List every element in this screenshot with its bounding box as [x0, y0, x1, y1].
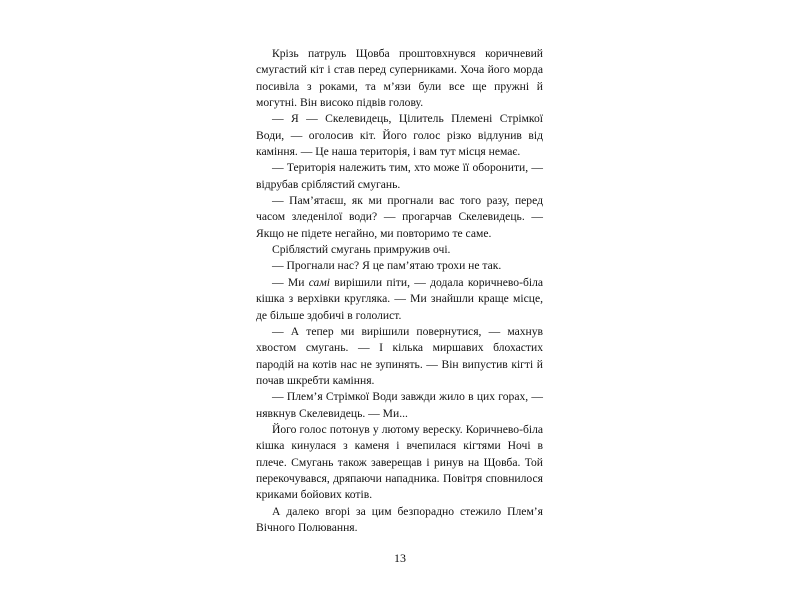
paragraph-11: А далеко вгорі за цим безпорадно стежило Плем’я Вічного Полювання.: [256, 504, 543, 534]
paragraph-6: — Прогнали нас? Я це пам’ятаю трохи не так.: [272, 259, 502, 273]
paragraph-5: Сріблястий смугань примружив очі.: [272, 243, 451, 257]
paragraph-10: Його голос потонув у лютому вереску. Коричнево-біла кішка кинулася з каменя і вчепилася кігтями Ночі в плече. Смугань також заверещав і ринув на Щовба. Той перекочувався, дряпаючи нападника. Повітря сповнилося криками бойових котів.: [256, 422, 543, 502]
paragraph-2: — Я — Скелевидець, Цілитель Племені Стрімкої Води, — оголосив кіт. Його голос різко відлунив від каміння. — Це наша територія, і вам тут місця немає.: [256, 112, 543, 159]
book-page-text: [256, 46, 543, 536]
paragraph-7: — Ми самі вирішили піти, — додала коричнево-біла кішка з верхівки кругляка. — Ми знайшли краще місце, де більше здобичі в гололист.: [256, 275, 543, 322]
paragraph-8: — А тепер ми вирішили повернутися, — махнув хвостом смугань. — І кілька миршавих блохастих пародій на котів нас не зупинять. — Він випустив кігті й почав шкребти каміння.: [256, 324, 543, 387]
paragraph-1: Крізь патруль Щовба проштовхнувся коричневий смугастий кіт і став перед суперниками. Хоча його морда посивіла з роками, та м’язи були все ще пружні й могутні. Він високо підвів голову.: [256, 47, 543, 110]
emphasis-text: самі: [308, 275, 330, 289]
paragraph-4: — Пам’ятаєш, як ми прогнали вас того разу, перед часом зледенілої води? — прогарчав Скелевидець. — Якщо не підете негайно, ми повторимо те саме.: [256, 194, 543, 240]
page-number: 13: [394, 551, 406, 565]
paragraph-9: — Плем’я Стрімкої Води завжди жило в цих горах, — нявкнув Скелевидець. — Ми...: [256, 390, 543, 420]
paragraph-3: — Територія належить тим, хто може її оборонити, — відрубав сріблястий смугань.: [256, 161, 543, 191]
